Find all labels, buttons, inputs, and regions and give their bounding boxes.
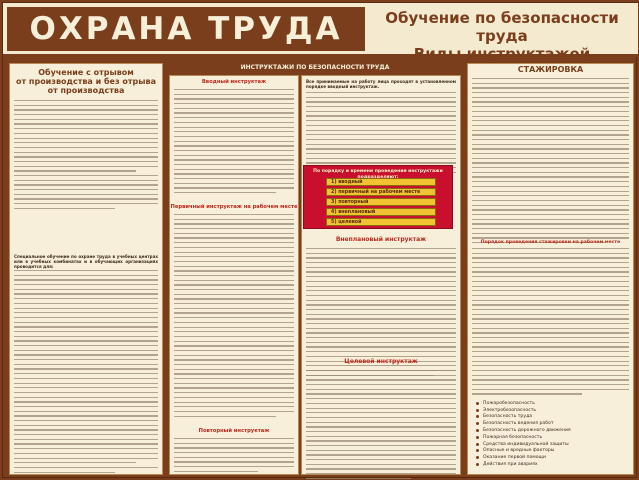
repeat-instruction-text xyxy=(174,438,294,476)
internship-text-1 xyxy=(472,78,629,247)
internship-procedure-title: Порядок проведения стажировки на рабочем месте xyxy=(480,240,621,245)
checklist-item: Безопасность ведения работ xyxy=(476,420,627,427)
checklist-item: Электробезопасность xyxy=(476,407,627,414)
checklist-item: Пожаробезопасность xyxy=(476,400,627,407)
unscheduled-instruction-title: Внеплановый инструктаж xyxy=(335,236,427,243)
intro-instruction-title: Вводный инструктаж xyxy=(201,79,267,85)
subtitle-line-1: Обучение по безопасности труда xyxy=(385,9,619,45)
checklist-item: Оказание первой помощи xyxy=(476,454,627,461)
instructions-band-title: ИНСТРУКТАЖИ ПО БЕЗОПАСНОСТИ ТРУДА xyxy=(169,63,461,73)
repeat-instruction-title: Повторный инструктаж xyxy=(198,428,270,434)
subtitle-line-2: Виды инструктажей xyxy=(413,45,591,63)
main-title: ОХРАНА ТРУДА xyxy=(29,11,343,47)
checklist-item: Действия при авариях xyxy=(476,461,627,468)
order-box-title: По порядку и времени проведения инструктажи xyxy=(313,169,443,174)
intro-statement: Все принимаемые на работу лица проходят в установленном порядке вводный инструктаж. xyxy=(306,79,456,90)
checklist-item: Безопасность труда xyxy=(476,414,627,421)
left-panel-text-block-1 xyxy=(14,100,158,213)
checklist-item: Средства индивидуальной защиты xyxy=(476,441,627,448)
left-panel xyxy=(9,63,163,475)
center-left-column xyxy=(169,75,299,475)
order-item-5: 5) целевой xyxy=(326,218,436,226)
center-right-column xyxy=(301,75,461,475)
order-item-3: 3) повторный xyxy=(326,198,436,206)
internship-title: СТАЖИРОВКА xyxy=(517,65,584,74)
targeted-instruction-text xyxy=(306,370,456,480)
internship-text-2 xyxy=(472,248,629,398)
order-item-4: 4) внеплановый xyxy=(326,208,436,216)
subtitle-block xyxy=(371,9,633,63)
targeted-instruction-title: Целевой инструктаж xyxy=(344,358,418,365)
checklist-item: Пожарная безопасность xyxy=(476,434,627,441)
internship-checklist xyxy=(476,400,627,468)
left-panel-title: Обучение с отрывом от производства и без отрыва от производства xyxy=(16,68,156,95)
intro-instruction-text xyxy=(174,89,294,197)
order-item-2: 2) первичный на рабочем месте xyxy=(326,188,436,196)
order-item-1: 1) вводный xyxy=(326,178,436,186)
checklist-item: Опасные и вредные факторы xyxy=(476,448,627,455)
right-panel xyxy=(467,63,634,475)
primary-instruction-text xyxy=(174,214,294,420)
poster xyxy=(2,2,637,478)
title-banner xyxy=(7,7,365,51)
left-panel-section-title: Специальное обучение по охране труда в учебных центрах или в учебных комбинатах и в обучающих организациях проводится для: xyxy=(14,254,158,270)
primary-instruction-title: Первичный инструктаж на рабочем месте xyxy=(170,204,298,210)
instruction-order-box xyxy=(303,165,453,229)
checklist-item: Безопасность дорожного движения xyxy=(476,427,627,434)
header xyxy=(3,3,638,63)
left-panel-text-block-2 xyxy=(14,270,158,476)
